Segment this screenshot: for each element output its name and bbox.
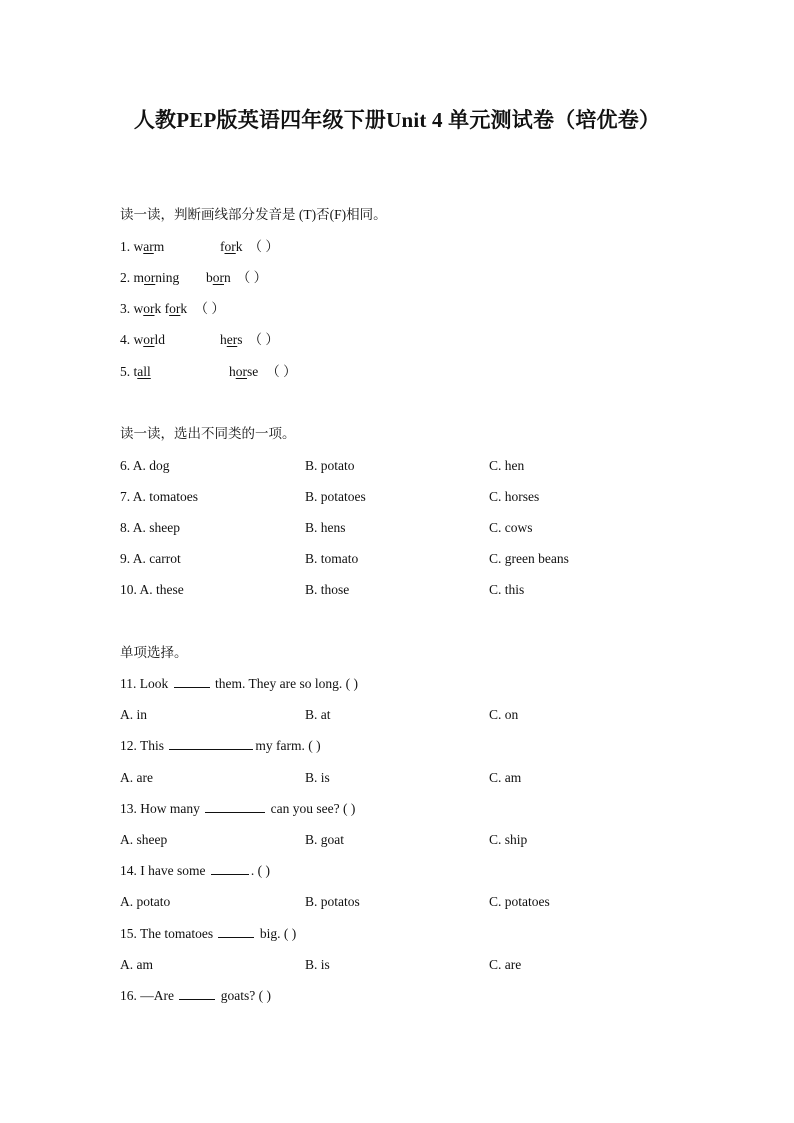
option-b: B. hens bbox=[305, 520, 346, 535]
question-13: 13. How many can you see? ( ) bbox=[120, 801, 356, 816]
question-15: 15. The tomatoes big. ( ) bbox=[120, 926, 297, 941]
word-1: tall bbox=[133, 364, 151, 379]
question-12: 12. This my farm. ( ) bbox=[120, 738, 321, 753]
answer-blank bbox=[211, 862, 249, 875]
option-a: 9. A. carrot bbox=[120, 551, 181, 566]
option-a: A. potato bbox=[120, 894, 171, 909]
option-c: C. are bbox=[489, 957, 522, 972]
word-1: morning bbox=[133, 270, 180, 285]
option-c: C. hen bbox=[489, 458, 525, 473]
word-2: fork （ ） bbox=[220, 237, 279, 257]
answer-paren: （ ） bbox=[248, 332, 279, 347]
word-2: hers （ ） bbox=[220, 330, 279, 350]
word-2: born （ ） bbox=[206, 268, 267, 288]
list-item: 3. work fork （ ） bbox=[120, 299, 225, 319]
option-a: A. am bbox=[120, 957, 153, 972]
option-b: B. potatos bbox=[305, 894, 360, 909]
section1-instruction: 读一读，判断画线部分发音是 (T)否(F)相同。 bbox=[120, 207, 387, 222]
page-title: 人教PEP版英语四年级下册Unit 4 单元测试卷（培优卷） bbox=[133, 108, 661, 132]
word-2: fork bbox=[164, 301, 188, 316]
option-c: C. green beans bbox=[489, 551, 569, 566]
option-a: 8. A. sheep bbox=[120, 520, 180, 535]
option-b: B. at bbox=[305, 707, 331, 722]
answer-blank bbox=[174, 675, 210, 688]
option-a: A. sheep bbox=[120, 832, 168, 847]
answer-blank bbox=[218, 925, 254, 938]
word-1: world bbox=[133, 332, 166, 347]
answer-blank bbox=[179, 987, 215, 1000]
option-c: C. this bbox=[489, 582, 525, 597]
option-c: C. on bbox=[489, 707, 519, 722]
question-14: 14. I have some . ( ) bbox=[120, 863, 270, 878]
section2-instruction: 读一读，选出不同类的一项。 bbox=[120, 426, 296, 441]
section3-instruction: 单项选择。 bbox=[120, 645, 188, 660]
answer-paren: （ ） bbox=[194, 301, 225, 316]
answer-paren: （ ） bbox=[236, 270, 268, 285]
option-a: A. in bbox=[120, 707, 147, 722]
option-c: C. am bbox=[489, 770, 522, 785]
option-c: C. horses bbox=[489, 489, 540, 504]
option-b: B. is bbox=[305, 957, 330, 972]
option-c: C. potatoes bbox=[489, 894, 550, 909]
option-c: C. ship bbox=[489, 832, 528, 847]
option-b: B. those bbox=[305, 582, 350, 597]
answer-blank bbox=[169, 737, 253, 750]
option-a: 6. A. dog bbox=[120, 458, 170, 473]
question-11: 11. Look them. They are so long. ( ) bbox=[120, 676, 358, 691]
answer-paren: （ ） bbox=[266, 364, 297, 379]
option-a: 10. A. these bbox=[120, 582, 184, 597]
answer-paren: （ ） bbox=[248, 239, 279, 254]
list-item: 4. world bbox=[120, 332, 166, 347]
list-item: 2. morning bbox=[120, 270, 180, 285]
option-b: B. tomato bbox=[305, 551, 359, 566]
option-b: B. potatoes bbox=[305, 489, 366, 504]
option-a: 7. A. tomatoes bbox=[120, 489, 198, 504]
option-c: C. cows bbox=[489, 520, 533, 535]
option-a: A. are bbox=[120, 770, 153, 785]
list-item: 1. warm bbox=[120, 239, 165, 254]
list-item: 5. tall bbox=[120, 364, 151, 379]
question-16: 16. —Are goats? ( ) bbox=[120, 988, 271, 1003]
answer-blank bbox=[205, 800, 265, 813]
word-2: horse （ ） bbox=[229, 362, 297, 382]
option-b: B. goat bbox=[305, 832, 344, 847]
option-b: B. is bbox=[305, 770, 330, 785]
word-1: warm bbox=[133, 239, 165, 254]
word-1: work bbox=[133, 301, 162, 316]
option-b: B. potato bbox=[305, 458, 355, 473]
